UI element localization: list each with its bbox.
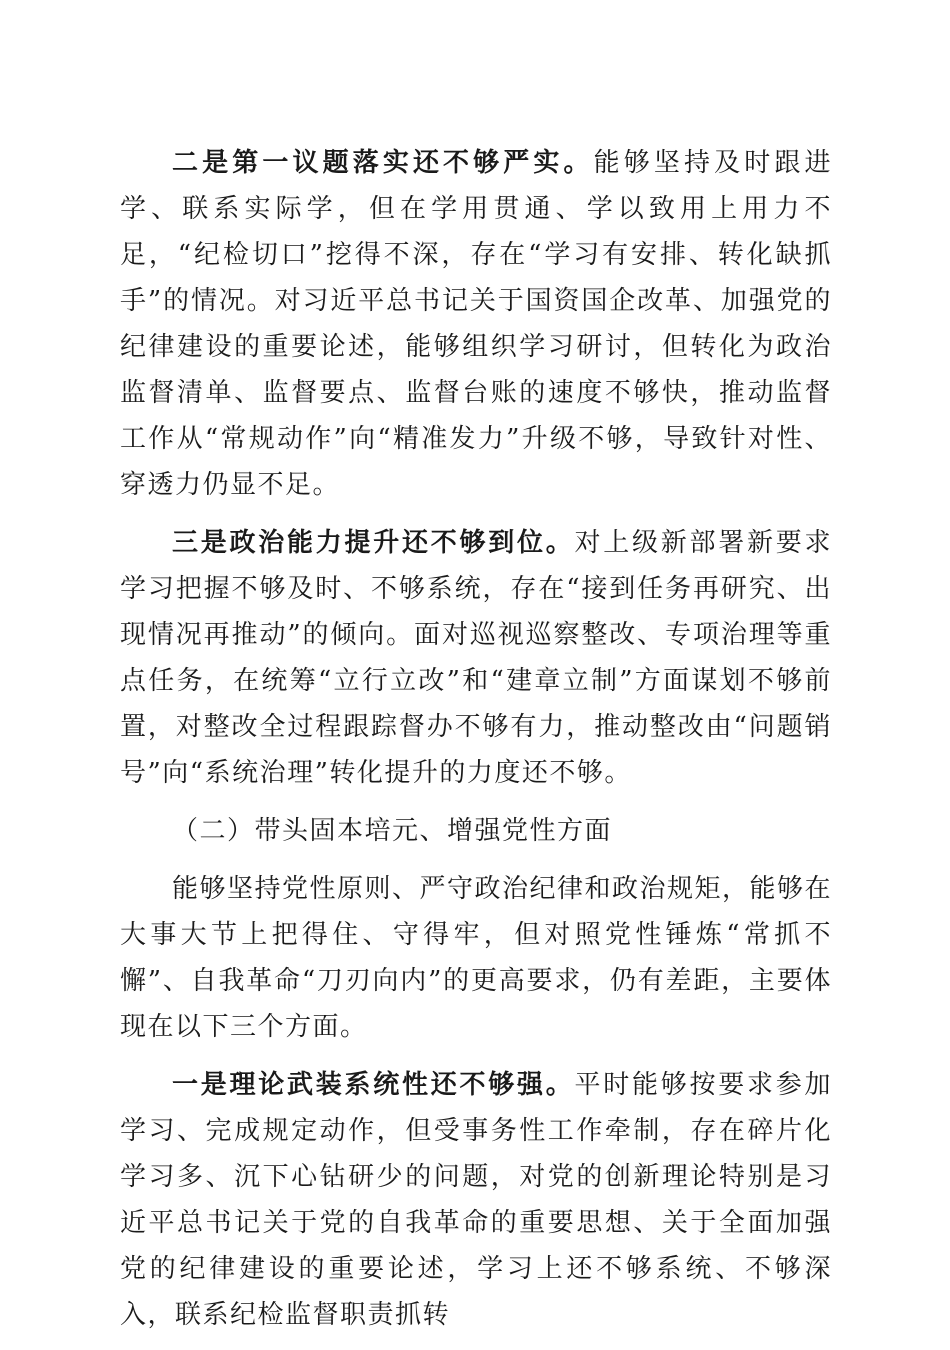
paragraph-text: 平时能够按要求参加学习、完成规定动作，但受事务性工作牵制，存在碎片化学习多、沉下心钻研少的问题，对党的创新理论特别是习近平总书记关于党的自我革命的重要思想、关于全面加强党的纪律建设的重要论述，学习上还不够系统、不够深入，联系纪检监督职责抓转 [120, 1070, 832, 1330]
paragraph-political-ability [120, 520, 832, 796]
paragraph-text: 能够坚持及时跟进学、联系实际学，但在学用贯通、学以致用上用力不足，“纪检切口”挖得不深，存在“学习有安排、转化缺抓手”的情况。对习近平总书记关于国资国企改革、加强党的纪律建设的重要论述，能够组织学习研讨，但转化为政治监督清单、监督要点、监督台账的速度不够快，推动监督工作从“常规动作”向“精准发力”升级不够，导致针对性、穿透力仍显不足。 [120, 148, 832, 500]
paragraph-lead: 一是理论武装系统性还不够强。 [172, 1070, 575, 1100]
paragraph-lead: 三是政治能力提升还不够到位。 [172, 528, 575, 558]
paragraph-lead: 二是第一议题落实还不够严实。 [172, 148, 594, 178]
section-heading: （二）带头固本培元、增强党性方面 [172, 816, 613, 846]
section-intro: 能够坚持党性原则、严守政治纪律和政治规矩，能够在大事大节上把得住、守得牢，但对照党性锤炼“常抓不懈”、自我革命“刀刃向内”的更高要求，仍有差距，主要体现在以下三个方面。 [120, 874, 833, 1042]
paragraph-text: 对上级新部署新要求学习把握不够及时、不够系统，存在“接到任务再研究、出现情况再推动”的倾向。面对巡视巡察整改、专项治理等重点任务，在统筹“立行立改”和“建章立制”方面谋划不够前置，对整改全过程跟踪督办不够有力，推动整改由“问题销号”向“系统治理”转化提升的力度还不够。 [120, 528, 832, 788]
paragraph-first-topic [120, 140, 832, 508]
document-body [120, 140, 832, 1350]
paragraph-theory [120, 1062, 832, 1338]
